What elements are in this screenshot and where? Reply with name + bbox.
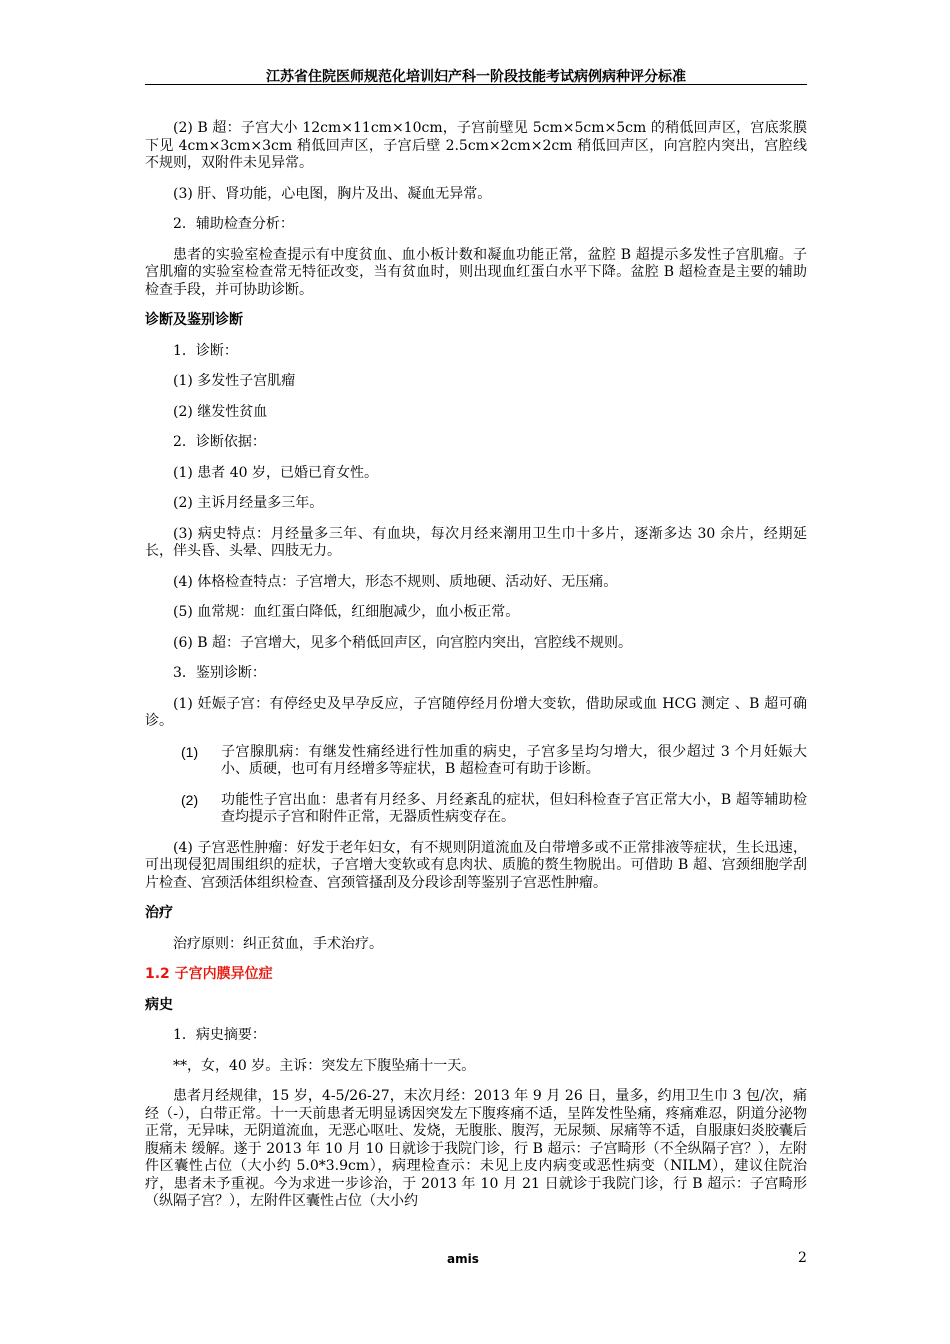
paragraph: **，女，40 岁。主诉：突发左下腹坠痛十一天。 — [173, 1057, 476, 1074]
page-number: 2 — [798, 1250, 807, 1266]
paragraph: 1．诊断： — [173, 342, 238, 359]
paragraph: 3．鉴别诊断： — [173, 665, 266, 681]
section-heading: 病史 — [145, 996, 173, 1013]
paragraph: (3) 病史特点：月经量多三年、有血块，每次月经来潮用卫生巾十多片，逐渐多达 30 余片，经期延长，伴头昏、头晕、四肢无力。 — [145, 525, 807, 559]
paragraph: (1) 多发性子宫肌瘤 — [173, 373, 296, 389]
paragraph: 2．辅助检查分析： — [173, 216, 294, 232]
paragraph: (4) 子宫恶性肿瘤：好发于老年妇女，有不规则阴道流血及白带增多或不正常排液等症状，生长迅速，可出现侵犯周围组织的症状，子宫增大变软或有息肉状、质脆的赘生物脱出。可借助 B 超、宫颈细胞学刮片检查、宫颈活体组织检查、宫颈管搔刮及分段诊刮等鉴别子宫恶性肿瘤。 — [145, 839, 807, 891]
page-header-title: 江苏省住院医师规范化培训妇产科一阶段技能考试病例病种评分标准 — [266, 69, 686, 85]
item-number: (2) — [181, 791, 199, 808]
section-heading: 1.2 子宫内膜异位症 — [145, 966, 273, 982]
paragraph: (2) 主诉月经量多三年。 — [173, 495, 324, 511]
item-number: (1) — [181, 743, 199, 760]
section-heading: 诊断及鉴别诊断 — [145, 312, 243, 328]
paragraph: (5) 血常规：血红蛋白降低，红细胞减少，血小板正常。 — [173, 604, 520, 620]
numbered-item — [145, 792, 807, 827]
item-text: 功能性子宫出血：患者有月经多、月经紊乱的症状，但妇科检查子宫正常大小，B 超等辅助检查均提示子宫和附件正常，无器质性病变存在。 — [221, 791, 807, 825]
item-text: 子宫腺肌病：有继发性痛经进行性加重的病史，子宫多呈均匀增大，很少超过 3 个月妊娠大小、质硬，也可有月经增多等症状，B 超检查可有助于诊断。 — [221, 743, 807, 777]
paragraph: 治疗原则：纠正贫血，手术治疗。 — [173, 935, 383, 952]
numbered-item — [145, 744, 807, 779]
paragraph: 患者月经规律，15 岁，4-5/26-27，末次月经：2013 年 9 月 26 日，量多，约用卫生巾 3 包/次，痛经（-），白带正常。十一天前患者无明显诱因突发左下腹疼痛不适，呈阵发性坠痛，疼痛难忍，阴道分泌物正常，无异味，无阴道流血，无恶心呕吐、发烧，无腹胀、腹泻，无尿频、尿痛等不适，自服康妇炎胶囊后腹痛未 缓解。遂于 2013 年 10 月 10 日就诊于我院门诊，行 B 超示：子宫畸形（不全纵隔子宫？），左附件区囊性占位（大小约 5.0*3.9cm），病理检查示：未见上皮内病变或恶性病变（NILM），建议住院治疗，患者未予重视。今为求进一步诊治，于 2013 年 10 月 21 日就诊于我院门诊，行 B 超示：子宫畸形（纵隔子宫？），左附件区囊性占位（大小约 — [145, 1088, 807, 1209]
paragraph: (4) 体格检查特点：子宫增大，形态不规则、质地硬、活动好、无压痛。 — [173, 573, 618, 590]
paragraph: (1) 患者 40 岁，已婚已育女性。 — [173, 464, 378, 481]
footer-label: amis — [447, 1252, 479, 1266]
paragraph: (2) 继发性贫血 — [173, 403, 268, 420]
document-body — [145, 120, 807, 1224]
paragraph: (1) 妊娠子宫：有停经史及早孕反应，子宫随停经月份增大变软，借助尿或血 HCG 测定 、B 超可确诊。 — [145, 695, 807, 729]
header-rule — [145, 84, 807, 85]
paragraph: (2) B 超：子宫大小 12cm×11cm×10cm，子宫前壁见 5cm×5cm×5cm 的稍低回声区，宫底浆膜下见 4cm×3cm×3cm 稍低回声区，子宫后壁 2.5cm×2cm×2cm 稍低回声区，向宫腔内突出，宫腔线不规则，双附件未见异常。 — [145, 120, 807, 171]
paragraph: 患者的实验室检查提示有中度贫血、血小板计数和凝血功能正常，盆腔 B 超提示多发性子宫肌瘤。子宫肌瘤的实验室检查常无特征改变，当有贫血时，则出现血红蛋白水平下降。盆腔 B 超检查是主要的辅助检查手段，并可协助诊断。 — [145, 246, 807, 298]
section-heading: 治疗 — [145, 905, 173, 921]
paragraph: (3) 肝、肾功能，心电图，胸片及出、凝血无异常。 — [173, 185, 492, 202]
paragraph: (6) B 超：子宫增大，见多个稍低回声区，向宫腔内突出，宫腔线不规则。 — [173, 634, 633, 651]
paragraph: 2．诊断依据： — [173, 434, 266, 450]
paragraph: 1．病史摘要： — [173, 1027, 266, 1043]
